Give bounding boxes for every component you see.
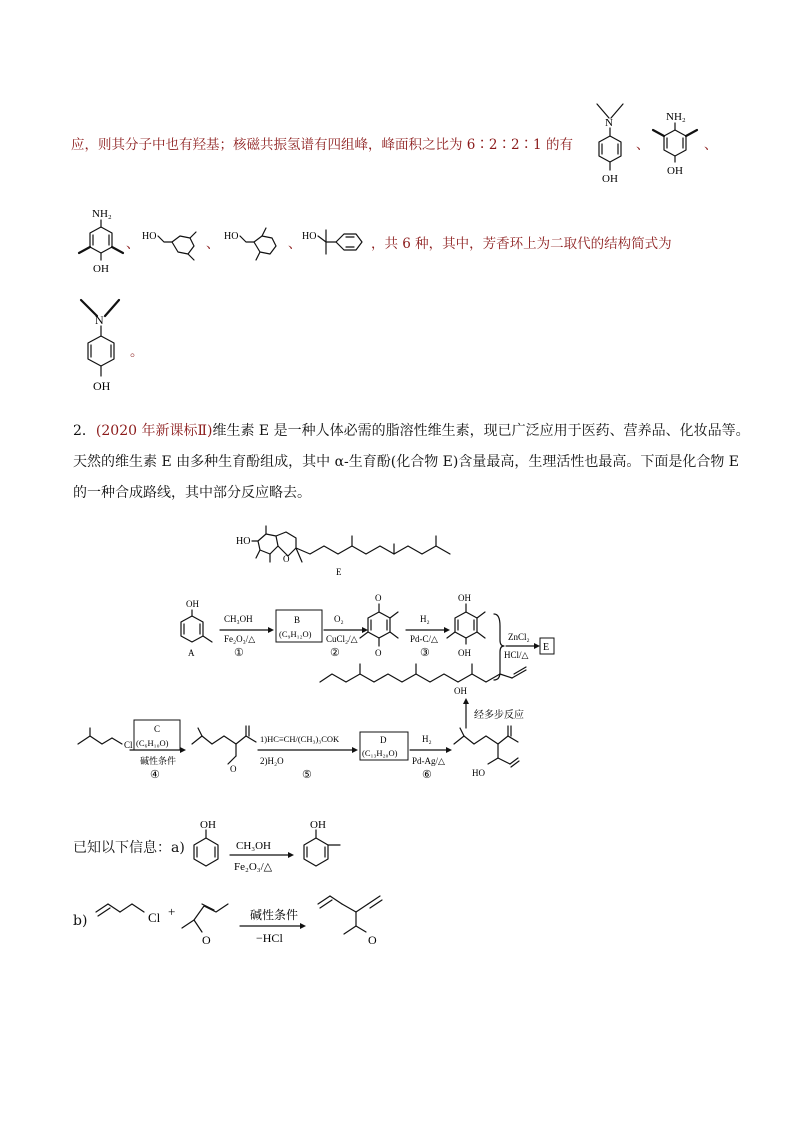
plus-sign: +: [168, 904, 176, 919]
question-source: (2020 年新课标Ⅱ): [95, 423, 213, 439]
compound-e: [236, 526, 450, 577]
compound-prenyl-chloride: [78, 728, 133, 750]
info-label-b: b): [73, 913, 88, 929]
reagent: Fe₂O₃/△: [234, 861, 273, 873]
info-reaction-b: [92, 892, 402, 952]
reagent: O₂: [334, 614, 344, 624]
reagent: 碱性条件: [250, 908, 299, 922]
reagent: Pd-Ag/△: [412, 756, 445, 766]
atom-label: HO: [472, 768, 485, 778]
question-line-3: 的一种合成路线，其中部分反应略去。: [73, 485, 311, 501]
atom-label: O: [375, 593, 382, 603]
compound-a: [181, 599, 212, 658]
atom-label: HO: [236, 536, 251, 547]
structure-aminodimethylphenol: [648, 106, 702, 184]
separator: 、: [206, 236, 220, 252]
reagent: Pd-C/△: [410, 634, 438, 644]
atom-label: OH: [458, 648, 471, 658]
reagent: 2)H₂O: [260, 756, 284, 766]
compound-label: A: [188, 648, 195, 658]
annotation: 经多步反应: [474, 710, 524, 721]
info-reaction-a: [186, 816, 342, 882]
reagent: H₂: [420, 614, 430, 624]
info-label-a: 已知以下信息：a): [73, 840, 185, 856]
atom-label: OH: [93, 379, 111, 393]
question-line-1: [73, 424, 750, 438]
separator: 、: [636, 137, 650, 153]
reagent: 碱性条件: [140, 756, 177, 766]
atom-label: N: [605, 117, 613, 129]
atom-label: HO: [302, 231, 317, 242]
structure-pyridylmethanol-1: [140, 222, 206, 268]
step-number: ⑤: [302, 769, 312, 781]
reagent: HCl/△: [504, 650, 529, 660]
reagent: CuCl₂/△: [326, 634, 358, 644]
step-number: ③: [420, 647, 430, 659]
compound-c-product: [192, 726, 256, 774]
atom-label: O: [283, 554, 290, 564]
structure-answer-final: [75, 296, 131, 404]
compound-quinone: [360, 593, 398, 658]
answer-line-2: ，共 6 种，其中，芳香环上为二取代的结构简式为: [371, 236, 672, 252]
atom-label: OH: [602, 173, 618, 185]
atom-label: Cl: [148, 910, 161, 925]
structure-dimethylaminophenol: [585, 98, 637, 194]
formula: (C₉H₁₂O): [279, 629, 312, 639]
reagent: Fe₂O₃/△: [224, 634, 256, 644]
atom-label: O: [375, 648, 382, 658]
structure-pyridylpropanol: [300, 222, 374, 268]
compound-label: C: [154, 724, 161, 734]
atom-label: NH₂: [666, 111, 686, 123]
atom-label: HO: [224, 231, 239, 242]
synthesis-scheme: [70, 522, 760, 812]
answer-line-1: 应，则其分子中也有羟基；核磁共振氢谱有四组峰，峰面积之比为 6∶2∶2∶1 的有: [71, 137, 573, 153]
step-number: ②: [330, 647, 340, 659]
formula: (C₁₃H₂₀O): [362, 748, 398, 758]
compound-hydroquinone: [447, 593, 485, 658]
reagent: CH₃OH: [224, 614, 253, 624]
question-number: 2．: [73, 423, 96, 439]
reagent: 1)HC≡CH/(CH₃)₃COK: [260, 734, 340, 744]
period: 。: [130, 344, 144, 360]
structure-pyridylmethanol-2: [222, 222, 288, 268]
step-number: ①: [234, 647, 244, 659]
structure-aminodimethylphenol-2: [74, 205, 130, 281]
atom-label: N: [95, 313, 104, 327]
reagent: ZnCl₂: [508, 632, 530, 642]
atom-label: OH: [200, 819, 216, 831]
atom-label: OH: [667, 165, 683, 177]
compound-label: E: [336, 567, 342, 577]
compound-label: E: [543, 642, 550, 653]
atom-label: O: [230, 764, 237, 774]
reagent: H₂: [422, 734, 432, 744]
formula: (C₆H₁₀O): [136, 738, 169, 748]
atom-label: OH: [310, 819, 326, 831]
atom-label: OH: [458, 593, 471, 603]
separator: 、: [288, 236, 302, 252]
atom-label: O: [202, 933, 211, 947]
atom-label: Cl: [124, 740, 133, 750]
step-number: ⑥: [422, 769, 432, 781]
question-text: 维生素 E 是一种人体必需的脂溶性维生素，现已广泛应用于医药、营养品、化妆品等。: [212, 423, 750, 439]
atom-label: OH: [186, 599, 199, 609]
question-line-2: 天然的维生素 E 由多种生育酚组成，其中 α-生育酚(化合物 E)含量最高，生理活性也最高。下面是化合物 E: [73, 454, 740, 470]
separator: 、: [126, 236, 140, 252]
compound-d-product: [454, 726, 519, 778]
reagent: −HCl: [256, 931, 283, 945]
atom-label: HO: [142, 231, 157, 242]
reagent: CH₃OH: [236, 840, 272, 852]
compound-label: B: [294, 615, 301, 625]
atom-label: OH: [454, 686, 467, 696]
step-number: ④: [150, 769, 160, 781]
atom-label: NH₂: [92, 208, 112, 220]
compound-label: D: [380, 735, 387, 745]
atom-label: OH: [93, 263, 109, 275]
atom-label: O: [368, 933, 377, 947]
separator: 、: [704, 137, 718, 153]
